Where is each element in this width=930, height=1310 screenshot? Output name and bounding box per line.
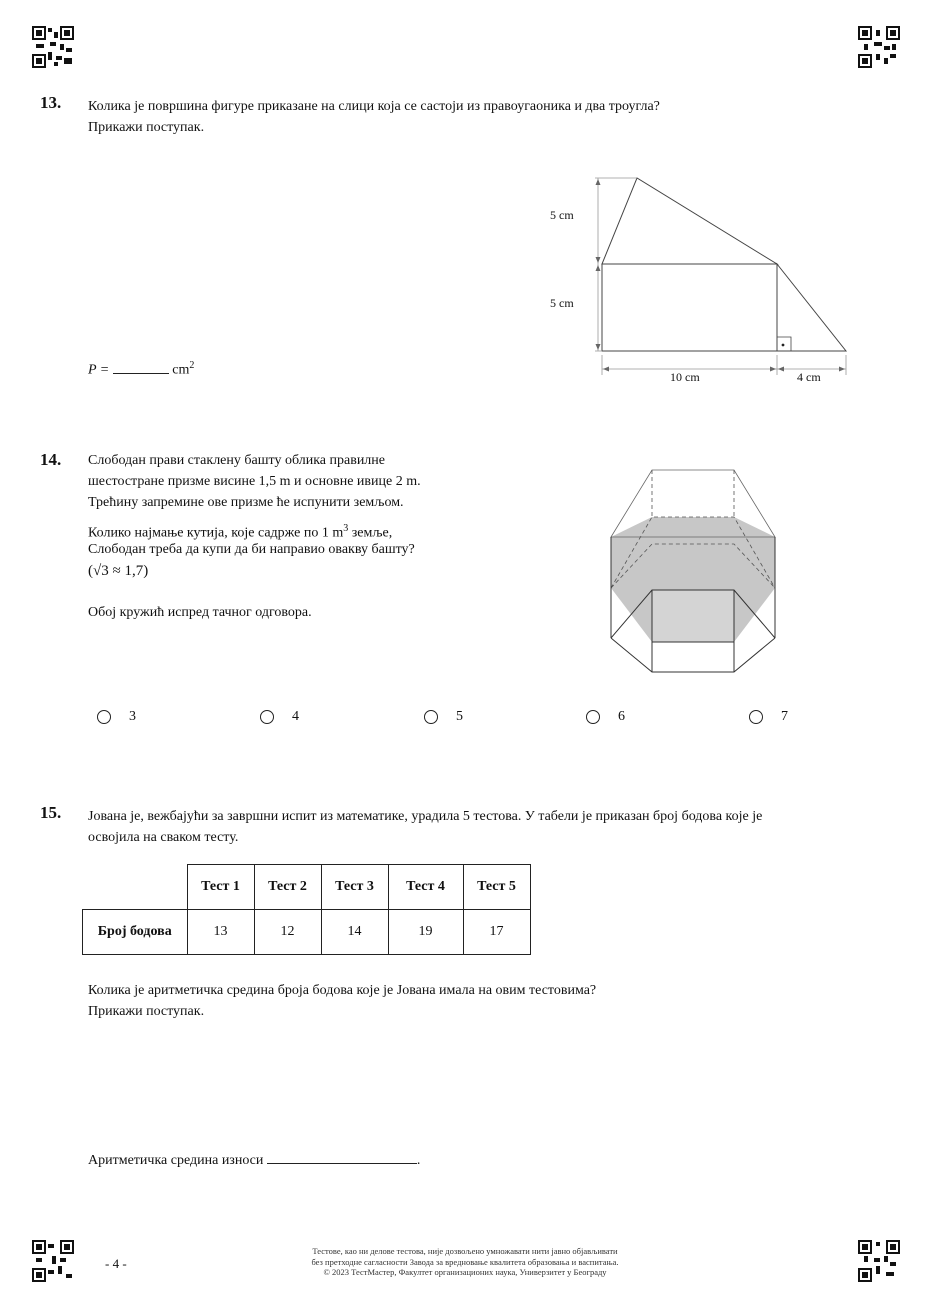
question-number: 13. — [40, 93, 62, 112]
question-number: 15. — [40, 803, 62, 822]
sqrt-hint: (√3 ≈ 1,7) — [88, 563, 149, 579]
cubic-exponent: 3 — [343, 523, 349, 534]
table-row-label: Број бодова — [83, 910, 188, 955]
radio-circle-icon[interactable] — [97, 710, 111, 724]
table-cell: 17 — [463, 910, 530, 955]
question-instruction: Прикажи поступак. — [88, 1004, 205, 1019]
question-text-line2: шестостране призме висине 1,5 m и основне ивице 2 m. — [88, 474, 421, 489]
table-cell: 12 — [254, 910, 321, 955]
table-header-cell: Тест 4 — [388, 865, 463, 910]
answer-line — [88, 1150, 420, 1171]
option-label: 3 — [129, 709, 136, 724]
hexagonal-prism-diagram — [600, 460, 795, 685]
footer-notice — [240, 1246, 690, 1278]
question-text: Колика је аритметичка средина броја бодова које је Јована имала на овим тестовима? — [88, 983, 597, 998]
answer-suffix: . — [416, 1153, 421, 1168]
option-label: 4 — [292, 709, 299, 724]
option-5[interactable] — [424, 709, 463, 725]
table-header-row — [83, 865, 531, 910]
dimension-label-top: 5 cm — [550, 208, 574, 222]
radio-circle-icon[interactable] — [749, 710, 763, 724]
right-angle-mark — [777, 337, 791, 351]
question-text-line2: освојила на сваком тесту. — [88, 830, 239, 845]
answer-blank[interactable] — [267, 1163, 417, 1164]
line4-prefix: Колико најмање кутија, које садрже по 1 m — [88, 525, 344, 541]
radio-circle-icon[interactable] — [424, 710, 438, 724]
option-label: 6 — [618, 709, 625, 724]
question-text: Колика је површина фигуре приказане на слици која се састоји из правоугаоника и два троугла? — [88, 99, 660, 114]
footer-line: без претходне сагласности Завода за вредновање квалитета образовања и васпитања. — [311, 1256, 619, 1267]
question-number: 14. — [40, 450, 62, 469]
qr-code-icon — [32, 1240, 74, 1282]
answer-prefix: Аритметичка средина износи — [88, 1153, 264, 1168]
qr-code-icon — [858, 26, 900, 68]
option-label: 7 — [781, 709, 788, 724]
answer-unit-exponent: 2 — [189, 360, 195, 371]
radio-circle-icon[interactable] — [586, 710, 600, 724]
option-3[interactable] — [97, 709, 136, 725]
footer-line: Тестове, као ни делове тестова, није дозвољено умножавати нити јавно објављивати — [312, 1246, 618, 1256]
table-corner-cell — [83, 865, 188, 910]
dimension-label-triangle-base: 4 cm — [797, 370, 821, 384]
table-header-cell: Тест 5 — [463, 865, 530, 910]
line4-suffix: земље, — [348, 525, 393, 541]
dimension-label-rect-height: 5 cm — [550, 296, 574, 310]
table-row — [83, 910, 531, 955]
answer-instruction: Обој кружић испред тачног одговора. — [88, 605, 312, 620]
rectangle — [602, 264, 777, 351]
table-header-cell: Тест 2 — [254, 865, 321, 910]
answer-blank[interactable] — [113, 373, 169, 374]
option-4[interactable] — [260, 709, 299, 725]
scores-table — [82, 864, 531, 955]
answer-unit: cm — [172, 362, 190, 378]
radio-circle-icon[interactable] — [260, 710, 274, 724]
option-label: 5 — [456, 709, 463, 724]
question-text-line1: Слободан прави стаклену башту облика правилне — [88, 453, 386, 468]
table-cell: 13 — [187, 910, 254, 955]
dimension-label-rect-width: 10 cm — [670, 370, 700, 384]
answer-prefix: P = — [88, 362, 110, 378]
option-7[interactable] — [749, 709, 788, 725]
footer-line: © 2023 ТестМастер, Факултет организационих наука, Универзитет у Београду — [323, 1267, 607, 1277]
question-instruction: Прикажи поступак. — [88, 120, 205, 135]
composite-figure-diagram — [540, 170, 870, 390]
option-6[interactable] — [586, 709, 625, 725]
qr-code-icon — [32, 26, 74, 68]
table-header-cell: Тест 1 — [187, 865, 254, 910]
answer-line — [88, 355, 194, 381]
question-text-line5: Слободан треба да купи да би направио овакву башту? — [88, 542, 415, 557]
table-header-cell: Тест 3 — [321, 865, 388, 910]
table-cell: 14 — [321, 910, 388, 955]
table-cell: 19 — [388, 910, 463, 955]
qr-code-icon — [858, 1240, 900, 1282]
right-triangle — [777, 264, 846, 351]
top-triangle — [602, 178, 777, 264]
page-number: - 4 - — [105, 1256, 127, 1271]
question-text-line3: Трећину запремине ове призме ће испунити земљом. — [88, 495, 404, 510]
question-text-line1: Јована је, вежбајући за завршни испит из математике, урадила 5 тестова. У табели је приказан број бодова које је — [88, 809, 763, 824]
